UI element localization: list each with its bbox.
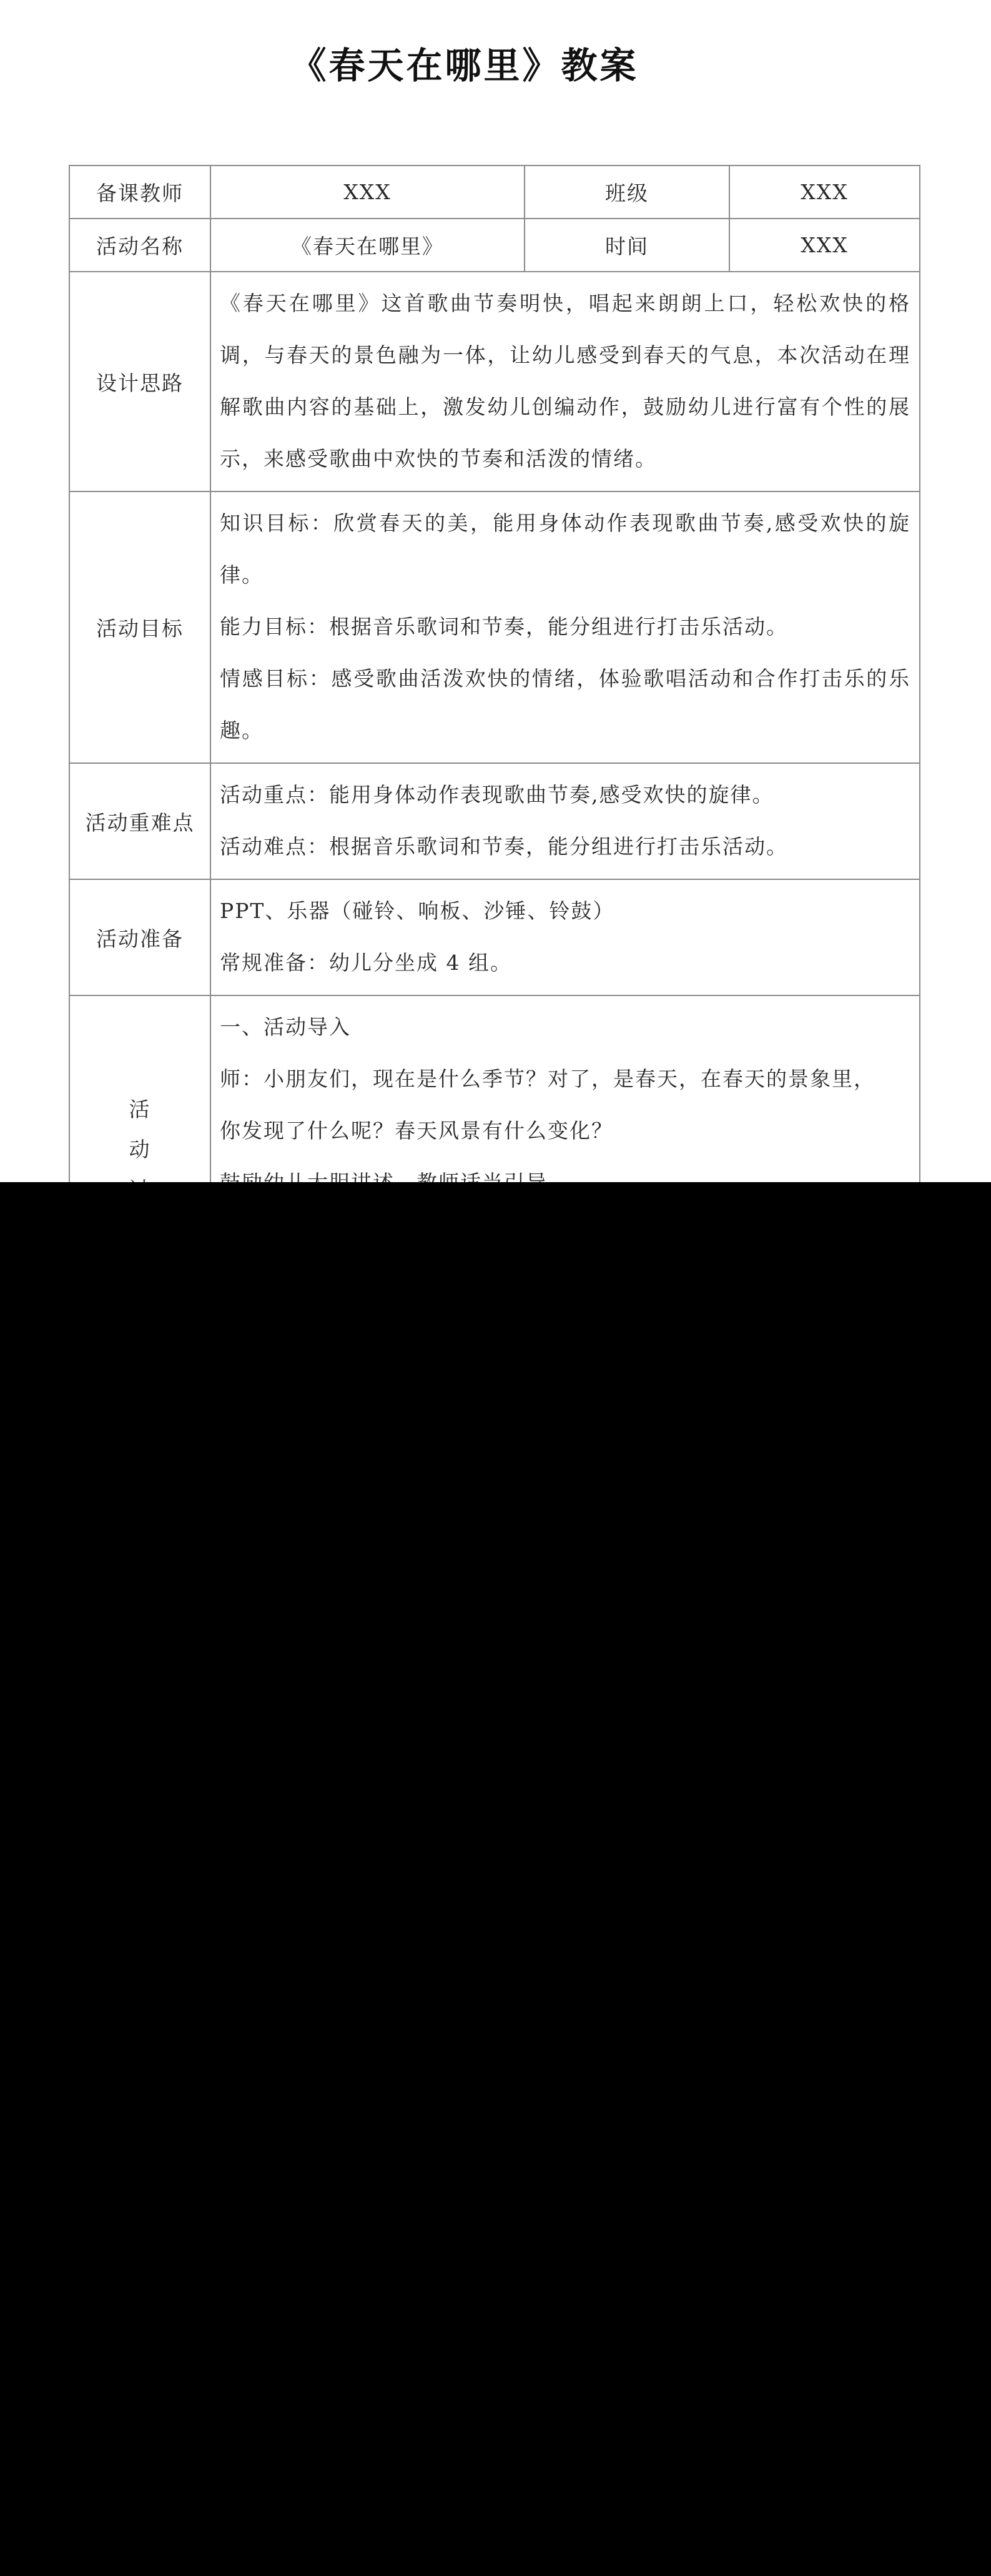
class-value: XXX (729, 165, 920, 219)
table-row (69, 165, 920, 219)
table-row (69, 491, 920, 763)
preparation-label: 活动准备 (69, 879, 210, 995)
emotion-goal: 情感目标：感受歌曲活泼欢快的情绪，体验歌唱活动和合作打击乐的乐趣。 (220, 666, 910, 743)
design-idea-text (210, 272, 920, 491)
process-heading: 一、活动导入 (220, 1015, 351, 1039)
process-line: 师：小朋友们，现在是什么季节？对了，是春天，在春天的景象里， (220, 1067, 875, 1091)
teacher-value: XXX (210, 165, 525, 219)
table-row (69, 763, 920, 879)
key-point-line: 活动重点：能用身体动作表现歌曲节奏,感受欢快的旋律。 (220, 782, 774, 807)
time-value: XXX (729, 219, 920, 272)
class-label: 班级 (525, 165, 729, 219)
knowledge-goal: 知识目标：欣赏春天的美，能用身体动作表现歌曲节奏,感受欢快的旋律。 (220, 511, 910, 587)
process-line: 你发现了什么呢？春天风景有什么变化？ (220, 1118, 613, 1143)
key-points-content (210, 763, 920, 879)
goals-label: 活动目标 (69, 491, 210, 763)
difficult-point-line: 活动难点：根据音乐歌词和节奏，能分组进行打击乐活动。 (220, 834, 788, 859)
activity-name-value: 《春天在哪里》 (210, 219, 525, 272)
preparation-content (210, 879, 920, 995)
ability-goal: 能力目标：根据音乐歌词和节奏，能分组进行打击乐活动。 (220, 614, 788, 639)
materials-line: PPT、乐器（碰铃、响板、沙锤、铃鼓） (220, 899, 615, 923)
document-page (0, 0, 991, 1182)
design-idea-paragraph: 《春天在哪里》这首歌曲节奏明快，唱起来朗朗上口，轻松欢快的格调，与春天的景色融为一体，让幼儿感受到春天的气息，本次活动在理解歌曲内容的基础上，激发幼儿创编动作，鼓励幼儿进行富有个性的展示，来感受歌曲中欢快的节奏和活泼的情绪。 (220, 291, 910, 471)
table-row (69, 879, 920, 995)
table-row (69, 219, 920, 272)
document-title: 《春天在哪里》教案 (290, 44, 639, 87)
blank-region (0, 1182, 991, 2576)
design-idea-label: 设计思路 (69, 272, 210, 491)
table-row (69, 272, 920, 491)
process-label: 活动 (129, 1097, 151, 1162)
key-points-label: 活动重难点 (69, 763, 210, 879)
goals-content (210, 491, 920, 763)
teacher-label: 备课教师 (69, 165, 210, 219)
activity-name-label: 活动名称 (69, 219, 210, 272)
time-label: 时间 (525, 219, 729, 272)
routine-line: 常规准备：幼儿分坐成 4 组。 (220, 950, 512, 975)
